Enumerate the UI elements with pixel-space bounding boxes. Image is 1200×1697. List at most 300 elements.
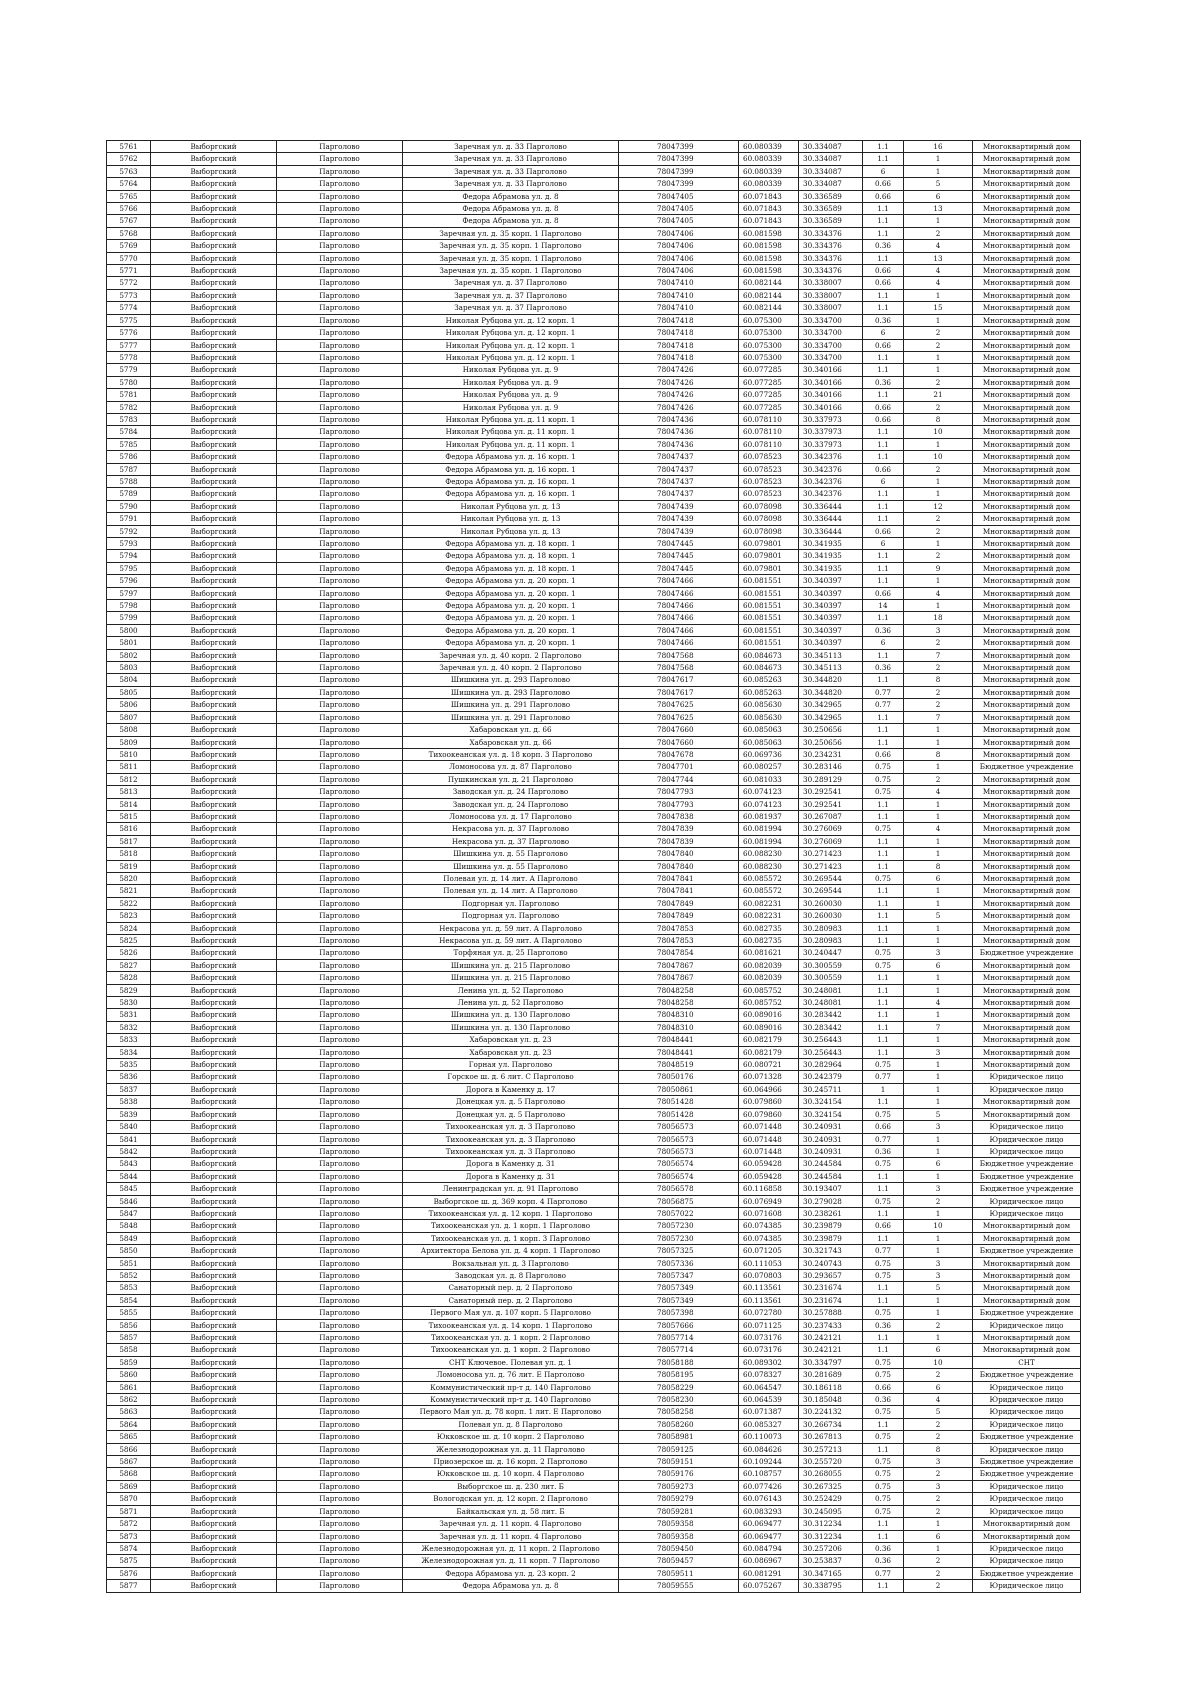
cell-district: Выборгский <box>151 327 277 339</box>
cell-district: Выборгский <box>151 1021 277 1033</box>
cell-object-id: 78047867 <box>619 972 739 984</box>
cell-count: 15 <box>904 302 973 314</box>
cell-count: 8 <box>904 413 973 425</box>
cell-latitude: 60.082735 <box>739 922 799 934</box>
table-row <box>107 252 1081 264</box>
cell-row-number: 5863 <box>107 1406 151 1418</box>
cell-row-number: 5826 <box>107 947 151 959</box>
cell-longitude: 30.342376 <box>799 475 863 487</box>
cell-volume: 0.75 <box>863 1456 904 1468</box>
cell-address: Коммунистический пр-т д. 140 Парголово <box>403 1381 619 1393</box>
cell-object-type: Бюджетное учреждение <box>973 1307 1081 1319</box>
cell-volume: 1.1 <box>863 1034 904 1046</box>
cell-object-type: Многоквартирный дом <box>973 600 1081 612</box>
cell-volume: 1.1 <box>863 351 904 363</box>
cell-settlement: Парголово <box>277 1493 403 1505</box>
cell-volume: 0.75 <box>863 1269 904 1281</box>
cell-row-number: 5857 <box>107 1332 151 1344</box>
table-row <box>107 1232 1081 1244</box>
cell-address: Выборгское ш. д. 230 лит. Б <box>403 1480 619 1492</box>
table-row <box>107 587 1081 599</box>
table-row <box>107 525 1081 537</box>
cell-latitude: 60.085752 <box>739 997 799 1009</box>
cell-settlement: Парголово <box>277 947 403 959</box>
cell-latitude: 60.089016 <box>739 1021 799 1033</box>
cell-settlement: Парголово <box>277 910 403 922</box>
cell-district: Выборгский <box>151 1542 277 1554</box>
cell-latitude: 60.077285 <box>739 389 799 401</box>
cell-row-number: 5795 <box>107 562 151 574</box>
cell-row-number: 5822 <box>107 897 151 909</box>
cell-longitude: 30.224132 <box>799 1406 863 1418</box>
table-row <box>107 637 1081 649</box>
cell-count: 1 <box>904 810 973 822</box>
cell-latitude: 60.071205 <box>739 1245 799 1257</box>
cell-object-id: 78047399 <box>619 178 739 190</box>
cell-object-id: 78048258 <box>619 997 739 1009</box>
table-row <box>107 711 1081 723</box>
cell-object-type: Многоквартирный дом <box>973 327 1081 339</box>
table-row <box>107 1220 1081 1232</box>
cell-row-number: 5837 <box>107 1083 151 1095</box>
cell-longitude: 30.344820 <box>799 674 863 686</box>
cell-longitude: 30.334087 <box>799 178 863 190</box>
cell-district: Выборгский <box>151 475 277 487</box>
cell-row-number: 5845 <box>107 1183 151 1195</box>
cell-volume: 0.75 <box>863 1108 904 1120</box>
cell-settlement: Парголово <box>277 562 403 574</box>
cell-row-number: 5778 <box>107 351 151 363</box>
cell-address: Николая Рубцова ул. д. 9 <box>403 364 619 376</box>
cell-settlement: Парголово <box>277 686 403 698</box>
cell-settlement: Парголово <box>277 587 403 599</box>
cell-count: 1 <box>904 1294 973 1306</box>
table-row <box>107 289 1081 301</box>
table-row <box>107 513 1081 525</box>
cell-count: 2 <box>904 376 973 388</box>
cell-latitude: 60.071125 <box>739 1319 799 1331</box>
cell-address: Заречная ул. д. 37 Парголово <box>403 302 619 314</box>
cell-longitude: 30.334700 <box>799 314 863 326</box>
cell-district: Выборгский <box>151 265 277 277</box>
cell-volume: 1.1 <box>863 724 904 736</box>
cell-volume: 1.1 <box>863 302 904 314</box>
cell-object-type: Многоквартирный дом <box>973 1269 1081 1281</box>
cell-address: Архитектора Белова ул. д. 4 корп. 1 Парголово <box>403 1245 619 1257</box>
cell-object-type: Юридическое лицо <box>973 1071 1081 1083</box>
cell-volume: 6 <box>863 327 904 339</box>
cell-district: Выборгский <box>151 1307 277 1319</box>
cell-volume: 1.1 <box>863 860 904 872</box>
cell-latitude: 60.084673 <box>739 662 799 674</box>
table-body <box>107 141 1081 1593</box>
cell-volume: 1.1 <box>863 141 904 153</box>
cell-settlement: Парголово <box>277 972 403 984</box>
cell-row-number: 5831 <box>107 1009 151 1021</box>
cell-longitude: 30.340397 <box>799 612 863 624</box>
cell-longitude: 30.242121 <box>799 1332 863 1344</box>
cell-count: 2 <box>904 637 973 649</box>
cell-settlement: Парголово <box>277 252 403 264</box>
cell-district: Выборгский <box>151 438 277 450</box>
cell-volume: 0.75 <box>863 1406 904 1418</box>
cell-latitude: 60.081994 <box>739 823 799 835</box>
table-row <box>107 674 1081 686</box>
cell-address: Федора Абрамова ул. д. 20 корп. 1 <box>403 600 619 612</box>
cell-address: Приозерское ш. д. 16 корп. 2 Парголово <box>403 1456 619 1468</box>
cell-object-id: 78047854 <box>619 947 739 959</box>
cell-volume: 0.75 <box>863 1059 904 1071</box>
cell-latitude: 60.071448 <box>739 1145 799 1157</box>
cell-settlement: Парголово <box>277 575 403 587</box>
cell-address: Вологодская ул. д. 12 корп. 2 Парголово <box>403 1493 619 1505</box>
cell-longitude: 30.336444 <box>799 500 863 512</box>
cell-object-type: Многоквартирный дом <box>973 848 1081 860</box>
cell-count: 4 <box>904 265 973 277</box>
cell-longitude: 30.312234 <box>799 1518 863 1530</box>
cell-object-id: 78047436 <box>619 438 739 450</box>
cell-latitude: 60.064539 <box>739 1394 799 1406</box>
cell-address: Санаторный пер. д. 2 Парголово <box>403 1294 619 1306</box>
cell-address: Заречная ул. д. 40 корп. 2 Парголово <box>403 649 619 661</box>
cell-longitude: 30.334087 <box>799 141 863 153</box>
cell-object-type: Многоквартирный дом <box>973 538 1081 550</box>
cell-object-type: Многоквартирный дом <box>973 637 1081 649</box>
cell-object-type: Многоквартирный дом <box>973 786 1081 798</box>
cell-latitude: 60.072780 <box>739 1307 799 1319</box>
table-row <box>107 612 1081 624</box>
cell-latitude: 60.082039 <box>739 972 799 984</box>
cell-count: 4 <box>904 997 973 1009</box>
cell-count: 1 <box>904 922 973 934</box>
cell-address: Хабаровская ул. д. 23 <box>403 1034 619 1046</box>
cell-settlement: Парголово <box>277 1518 403 1530</box>
cell-object-type: Юридическое лицо <box>973 1195 1081 1207</box>
cell-object-id: 78047439 <box>619 500 739 512</box>
cell-latitude: 60.075300 <box>739 327 799 339</box>
table-row <box>107 724 1081 736</box>
cell-longitude: 30.300559 <box>799 959 863 971</box>
cell-object-id: 78048441 <box>619 1034 739 1046</box>
cell-volume: 0.36 <box>863 314 904 326</box>
cell-row-number: 5870 <box>107 1493 151 1505</box>
cell-longitude: 30.250656 <box>799 736 863 748</box>
cell-district: Выборгский <box>151 1034 277 1046</box>
cell-settlement: Парголово <box>277 327 403 339</box>
cell-settlement: Парголово <box>277 1307 403 1319</box>
cell-latitude: 60.059428 <box>739 1158 799 1170</box>
cell-object-type: Многоквартирный дом <box>973 339 1081 351</box>
cell-longitude: 30.334087 <box>799 165 863 177</box>
cell-object-type: Юридическое лицо <box>973 1480 1081 1492</box>
cell-count: 5 <box>904 178 973 190</box>
table-row <box>107 339 1081 351</box>
cell-object-id: 78056574 <box>619 1170 739 1182</box>
cell-settlement: Парголово <box>277 1542 403 1554</box>
cell-volume: 0.66 <box>863 1381 904 1393</box>
cell-address: Тихоокеанская ул. д. 14 корп. 1 Парголово <box>403 1319 619 1331</box>
table-row <box>107 1096 1081 1108</box>
cell-volume: 0.36 <box>863 240 904 252</box>
cell-row-number: 5860 <box>107 1369 151 1381</box>
cell-row-number: 5804 <box>107 674 151 686</box>
cell-address: Николая Рубцова ул. д. 13 <box>403 513 619 525</box>
cell-volume: 1.1 <box>863 153 904 165</box>
cell-object-id: 78047399 <box>619 153 739 165</box>
cell-longitude: 30.338795 <box>799 1580 863 1592</box>
cell-district: Выборгский <box>151 413 277 425</box>
cell-latitude: 60.079801 <box>739 550 799 562</box>
cell-longitude: 30.342965 <box>799 699 863 711</box>
cell-row-number: 5853 <box>107 1282 151 1294</box>
cell-volume: 1.1 <box>863 997 904 1009</box>
cell-row-number: 5801 <box>107 637 151 649</box>
cell-address: Тихоокеанская ул. д. 3 Парголово <box>403 1145 619 1157</box>
cell-volume: 0.66 <box>863 748 904 760</box>
cell-latitude: 60.075300 <box>739 351 799 363</box>
cell-latitude: 60.081291 <box>739 1567 799 1579</box>
table-row <box>107 240 1081 252</box>
cell-count: 16 <box>904 141 973 153</box>
cell-latitude: 60.073176 <box>739 1332 799 1344</box>
cell-address: Некрасова ул. д. 59 лит. А Парголово <box>403 935 619 947</box>
table-row <box>107 178 1081 190</box>
cell-object-type: Бюджетное учреждение <box>973 1456 1081 1468</box>
table-row <box>107 227 1081 239</box>
cell-settlement: Парголово <box>277 1431 403 1443</box>
cell-latitude: 60.077285 <box>739 364 799 376</box>
table-row <box>107 1059 1081 1071</box>
cell-latitude: 60.116858 <box>739 1183 799 1195</box>
cell-longitude: 30.276069 <box>799 835 863 847</box>
cell-settlement: Парголово <box>277 997 403 1009</box>
cell-latitude: 60.088230 <box>739 848 799 860</box>
cell-row-number: 5838 <box>107 1096 151 1108</box>
cell-district: Выборгский <box>151 1096 277 1108</box>
cell-volume: 0.75 <box>863 1369 904 1381</box>
cell-settlement: Парголово <box>277 1046 403 1058</box>
cell-count: 5 <box>904 1282 973 1294</box>
cell-count: 1 <box>904 835 973 847</box>
table-row <box>107 662 1081 674</box>
cell-row-number: 5873 <box>107 1530 151 1542</box>
cell-volume: 1.1 <box>863 438 904 450</box>
cell-address: Заречная ул. д. 37 Парголово <box>403 289 619 301</box>
cell-address: Федора Абрамова ул. д. 16 корп. 1 <box>403 463 619 475</box>
cell-address: Подгорная ул. Парголово <box>403 897 619 909</box>
cell-row-number: 5792 <box>107 525 151 537</box>
cell-object-id: 78059273 <box>619 1480 739 1492</box>
cell-object-type: СНТ <box>973 1356 1081 1368</box>
table-row <box>107 1183 1081 1195</box>
cell-latitude: 60.085327 <box>739 1418 799 1430</box>
cell-volume: 1.1 <box>863 289 904 301</box>
cell-count: 6 <box>904 1344 973 1356</box>
cell-object-type: Бюджетное учреждение <box>973 761 1081 773</box>
cell-volume: 0.66 <box>863 525 904 537</box>
cell-longitude: 30.231674 <box>799 1294 863 1306</box>
cell-count: 3 <box>904 1456 973 1468</box>
cell-latitude: 60.071843 <box>739 203 799 215</box>
cell-object-id: 78047568 <box>619 662 739 674</box>
cell-object-type: Многоквартирный дом <box>973 910 1081 922</box>
cell-latitude: 60.077285 <box>739 401 799 413</box>
cell-longitude: 30.336444 <box>799 525 863 537</box>
cell-address: Федора Абрамова ул. д. 20 корп. 1 <box>403 612 619 624</box>
cell-object-type: Многоквартирный дом <box>973 984 1081 996</box>
cell-address: Шишкина ул. д. 293 Парголово <box>403 674 619 686</box>
cell-settlement: Парголово <box>277 401 403 413</box>
cell-row-number: 5814 <box>107 798 151 810</box>
cell-row-number: 5876 <box>107 1567 151 1579</box>
cell-object-type: Юридическое лицо <box>973 1443 1081 1455</box>
cell-district: Выборгский <box>151 500 277 512</box>
cell-latitude: 60.082231 <box>739 910 799 922</box>
cell-object-id: 78059555 <box>619 1580 739 1592</box>
cell-district: Выборгский <box>151 1332 277 1344</box>
cell-latitude: 60.081621 <box>739 947 799 959</box>
cell-district: Выборгский <box>151 810 277 822</box>
cell-settlement: Парголово <box>277 339 403 351</box>
cell-latitude: 60.111053 <box>739 1257 799 1269</box>
cell-address: Шишкина ул. д. 291 Парголово <box>403 699 619 711</box>
table-row <box>107 1282 1081 1294</box>
cell-district: Выборгский <box>151 351 277 363</box>
cell-object-id: 78047849 <box>619 910 739 922</box>
cell-volume: 1.1 <box>863 711 904 723</box>
cell-address: Донецкая ул. д. 5 Парголово <box>403 1108 619 1120</box>
cell-district: Выборгский <box>151 1580 277 1592</box>
cell-count: 1 <box>904 475 973 487</box>
cell-address: Юкковское ш. д. 10 корп. 2 Парголово <box>403 1431 619 1443</box>
cell-district: Выборгский <box>151 1170 277 1182</box>
cell-longitude: 30.185048 <box>799 1394 863 1406</box>
cell-volume: 0.75 <box>863 761 904 773</box>
cell-count: 1 <box>904 1096 973 1108</box>
cell-object-type: Многоквартирный дом <box>973 724 1081 736</box>
cell-district: Выборгский <box>151 935 277 947</box>
cell-longitude: 30.337973 <box>799 426 863 438</box>
cell-address: Шишкина ул. д. 55 Парголово <box>403 848 619 860</box>
cell-longitude: 30.338007 <box>799 289 863 301</box>
cell-longitude: 30.347165 <box>799 1567 863 1579</box>
cell-address: Николая Рубцова ул. д. 12 корп. 1 <box>403 327 619 339</box>
cell-object-type: Многоквартирный дом <box>973 935 1081 947</box>
cell-latitude: 60.071387 <box>739 1406 799 1418</box>
cell-row-number: 5794 <box>107 550 151 562</box>
cell-object-type: Многоквартирный дом <box>973 860 1081 872</box>
cell-settlement: Парголово <box>277 351 403 363</box>
cell-latitude: 60.078110 <box>739 438 799 450</box>
cell-district: Выборгский <box>151 401 277 413</box>
cell-longitude: 30.334700 <box>799 339 863 351</box>
cell-address: Заречная ул. д. 33 Парголово <box>403 165 619 177</box>
cell-row-number: 5805 <box>107 686 151 698</box>
cell-address: Заречная ул. д. 33 Парголово <box>403 178 619 190</box>
cell-volume: 1.1 <box>863 1332 904 1344</box>
cell-volume: 1.1 <box>863 935 904 947</box>
cell-row-number: 5809 <box>107 736 151 748</box>
cell-latitude: 60.082144 <box>739 289 799 301</box>
cell-settlement: Парголово <box>277 153 403 165</box>
cell-district: Выборгский <box>151 339 277 351</box>
cell-district: Выборгский <box>151 227 277 239</box>
cell-longitude: 30.341935 <box>799 562 863 574</box>
cell-address: Тихоокеанская ул. д. 18 корп. 3 Парголово <box>403 748 619 760</box>
cell-volume: 0.36 <box>863 1145 904 1157</box>
cell-settlement: Парголово <box>277 475 403 487</box>
cell-district: Выборгский <box>151 860 277 872</box>
table-row <box>107 1542 1081 1554</box>
cell-volume: 0.77 <box>863 1245 904 1257</box>
cell-district: Выборгский <box>151 252 277 264</box>
cell-volume: 0.75 <box>863 773 904 785</box>
cell-object-id: 78047436 <box>619 413 739 425</box>
cell-volume: 1.1 <box>863 1344 904 1356</box>
table-row <box>107 848 1081 860</box>
cell-address: Хабаровская ул. д. 66 <box>403 736 619 748</box>
cell-row-number: 5821 <box>107 885 151 897</box>
cell-latitude: 60.079801 <box>739 562 799 574</box>
table-row <box>107 277 1081 289</box>
cell-object-id: 78057666 <box>619 1319 739 1331</box>
cell-longitude: 30.334376 <box>799 265 863 277</box>
cell-longitude: 30.240743 <box>799 1257 863 1269</box>
cell-object-id: 78056573 <box>619 1121 739 1133</box>
cell-district: Выборгский <box>151 848 277 860</box>
cell-address: Некрасова ул. д. 37 Парголово <box>403 823 619 835</box>
cell-volume: 1.1 <box>863 972 904 984</box>
cell-address: Тихоокеанская ул. д. 3 Парголово <box>403 1133 619 1145</box>
cell-address: Федора Абрамова ул. д. 8 <box>403 1580 619 1592</box>
cell-address: Николая Рубцова ул. д. 9 <box>403 401 619 413</box>
cell-row-number: 5817 <box>107 835 151 847</box>
table-row <box>107 165 1081 177</box>
cell-object-type: Многоквартирный дом <box>973 364 1081 376</box>
cell-address: Николая Рубцова ул. д. 11 корп. 1 <box>403 438 619 450</box>
cell-district: Выборгский <box>151 240 277 252</box>
cell-latitude: 60.080339 <box>739 153 799 165</box>
cell-row-number: 5782 <box>107 401 151 413</box>
cell-latitude: 60.108757 <box>739 1468 799 1480</box>
cell-count: 1 <box>904 972 973 984</box>
cell-latitude: 60.088230 <box>739 860 799 872</box>
table-row <box>107 922 1081 934</box>
cell-address: Федора Абрамова ул. д. 16 корп. 1 <box>403 488 619 500</box>
cell-settlement: Парголово <box>277 612 403 624</box>
cell-object-type: Многоквартирный дом <box>973 699 1081 711</box>
cell-latitude: 60.086967 <box>739 1555 799 1567</box>
cell-district: Выборгский <box>151 897 277 909</box>
cell-row-number: 5868 <box>107 1468 151 1480</box>
cell-object-type: Юридическое лицо <box>973 1493 1081 1505</box>
cell-latitude: 60.075300 <box>739 314 799 326</box>
cell-latitude: 60.085572 <box>739 872 799 884</box>
cell-count: 2 <box>904 1319 973 1331</box>
cell-latitude: 60.075300 <box>739 339 799 351</box>
cell-longitude: 30.244584 <box>799 1170 863 1182</box>
cell-object-type: Многоквартирный дом <box>973 823 1081 835</box>
cell-object-id: 78058981 <box>619 1431 739 1443</box>
cell-volume: 0.75 <box>863 1431 904 1443</box>
cell-latitude: 60.082039 <box>739 959 799 971</box>
cell-settlement: Парголово <box>277 314 403 326</box>
cell-object-type: Юридическое лицо <box>973 1580 1081 1592</box>
table-row <box>107 1555 1081 1567</box>
cell-district: Выборгский <box>151 798 277 810</box>
cell-address: Федора Абрамова ул. д. 20 корп. 1 <box>403 587 619 599</box>
cell-volume: 1.1 <box>863 1170 904 1182</box>
